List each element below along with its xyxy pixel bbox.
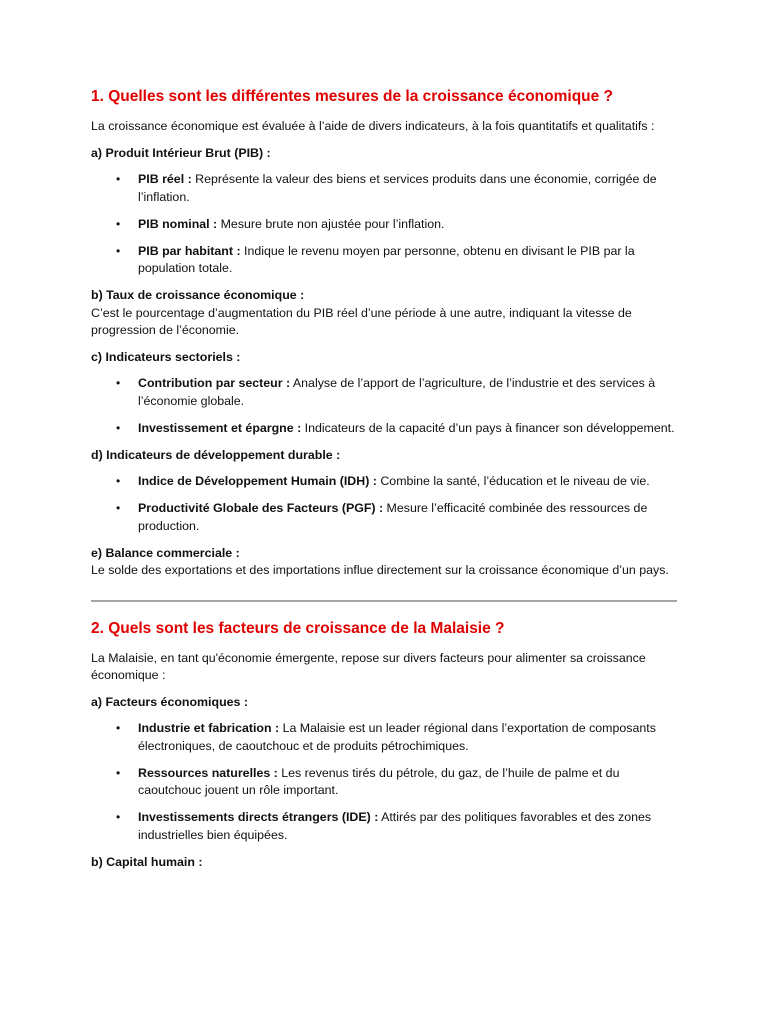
- section1-d-list: [91, 473, 677, 535]
- section1-e-heading: e) Balance commerciale :: [91, 545, 240, 560]
- section1-b-block: [91, 287, 677, 340]
- bullet-icon: •: [116, 765, 121, 780]
- bullet-icon: •: [116, 376, 121, 390]
- list-item-term: PIB réel :: [138, 172, 192, 186]
- list-item: [91, 500, 677, 535]
- section1-c-heading: c) Indicateurs sectoriels :: [91, 349, 241, 364]
- section1-c-list: [91, 375, 677, 437]
- list-item-term: Contribution par secteur :: [138, 376, 291, 390]
- section1-d-heading: d) Indicateurs de développement durable :: [91, 447, 341, 462]
- section1-e-text: Le solde des exportations et des importations influe directement sur la croissance économique d’un pays.: [91, 563, 669, 577]
- list-item-text: Mesure brute non ajustée pour l’inflation.: [217, 216, 445, 231]
- list-item: [91, 216, 677, 234]
- list-item-term: Investissement et épargne :: [138, 420, 302, 435]
- section1-e-block: [91, 545, 677, 580]
- list-item: [91, 420, 677, 438]
- section1-a-heading: a) Produit Intérieur Brut (PIB) :: [91, 145, 271, 160]
- list-item-text: Les revenus tirés du pétrole, du gaz, de l’huile de palme et du caoutchouc jouent un rôle important.: [138, 765, 620, 797]
- section2-intro: La Malaisie, en tant qu'économie émergente, repose sur divers facteurs pour alimenter sa croissance économique :: [91, 650, 646, 682]
- list-item-term: Industrie et fabrication :: [138, 721, 280, 735]
- list-item-term: Productivité Globale des Facteurs (PGF) :: [138, 501, 384, 515]
- list-item: [91, 765, 677, 800]
- list-item-text: Mesure l’efficacité combinée des ressources de production.: [138, 501, 648, 533]
- list-item-term: Investissements directs étrangers (IDE) :: [138, 810, 379, 824]
- list-item: [91, 720, 677, 755]
- list-item-text: Analyse de l’apport de l’agriculture, de l’industrie et des services à l’économie globale.: [138, 376, 656, 408]
- bullet-icon: •: [116, 501, 121, 515]
- section2-a-heading: a) Facteurs économiques :: [91, 694, 248, 709]
- bullet-icon: •: [116, 420, 121, 435]
- bullet-icon: •: [116, 243, 121, 258]
- list-item-term: Indice de Développement Humain (IDH) :: [138, 474, 377, 488]
- list-item-text: Combine la santé, l’éducation et le niveau de vie.: [376, 474, 650, 488]
- list-item-term: PIB nominal :: [138, 216, 218, 231]
- section1-b-heading: b) Taux de croissance économique :: [91, 288, 305, 302]
- bullet-icon: •: [116, 721, 121, 735]
- section-divider: [91, 600, 677, 602]
- list-item: [91, 809, 677, 844]
- section1-b-text: C’est le pourcentage d’augmentation du PIB réel d’une période à une autre, indiquant la vitesse de progression de l’économie.: [91, 305, 632, 337]
- bullet-icon: •: [116, 172, 121, 186]
- list-item: [91, 375, 677, 410]
- section2-title: 2. Quels sont les facteurs de croissance de la Malaisie ?: [91, 619, 505, 637]
- list-item: [91, 243, 677, 278]
- section1-intro: La croissance économique est évaluée à l’aide de divers indicateurs, à la fois quantitatifs et qualitatifs :: [91, 119, 655, 133]
- list-item-text: Représente la valeur des biens et services produits dans une économie, corrigée de l’inflation.: [138, 172, 657, 204]
- document-page: [91, 86, 677, 880]
- list-item-text: La Malaisie est un leader régional dans l’exportation de composants électroniques, de caoutchouc et de produits pétrochimiques.: [138, 721, 656, 753]
- list-item: [91, 171, 677, 206]
- section1-title: 1. Quelles sont les différentes mesures de la croissance économique ?: [91, 88, 614, 105]
- bullet-icon: •: [116, 216, 121, 231]
- list-item-term: PIB par habitant :: [138, 243, 241, 258]
- section1-a-list: [91, 171, 677, 278]
- section2-b-heading: b) Capital humain :: [91, 854, 203, 869]
- list-item: [91, 473, 677, 491]
- list-item-text: Indique le revenu moyen par personne, obtenu en divisant le PIB par la population totale.: [138, 243, 635, 275]
- section2-a-list: [91, 720, 677, 844]
- bullet-icon: •: [116, 474, 121, 488]
- list-item-text: Indicateurs de la capacité d’un pays à financer son développement.: [301, 420, 675, 435]
- list-item-text: Attirés par des politiques favorables et des zones industrielles bien équipées.: [138, 810, 652, 842]
- bullet-icon: •: [116, 810, 121, 824]
- list-item-term: Ressources naturelles :: [138, 765, 278, 780]
